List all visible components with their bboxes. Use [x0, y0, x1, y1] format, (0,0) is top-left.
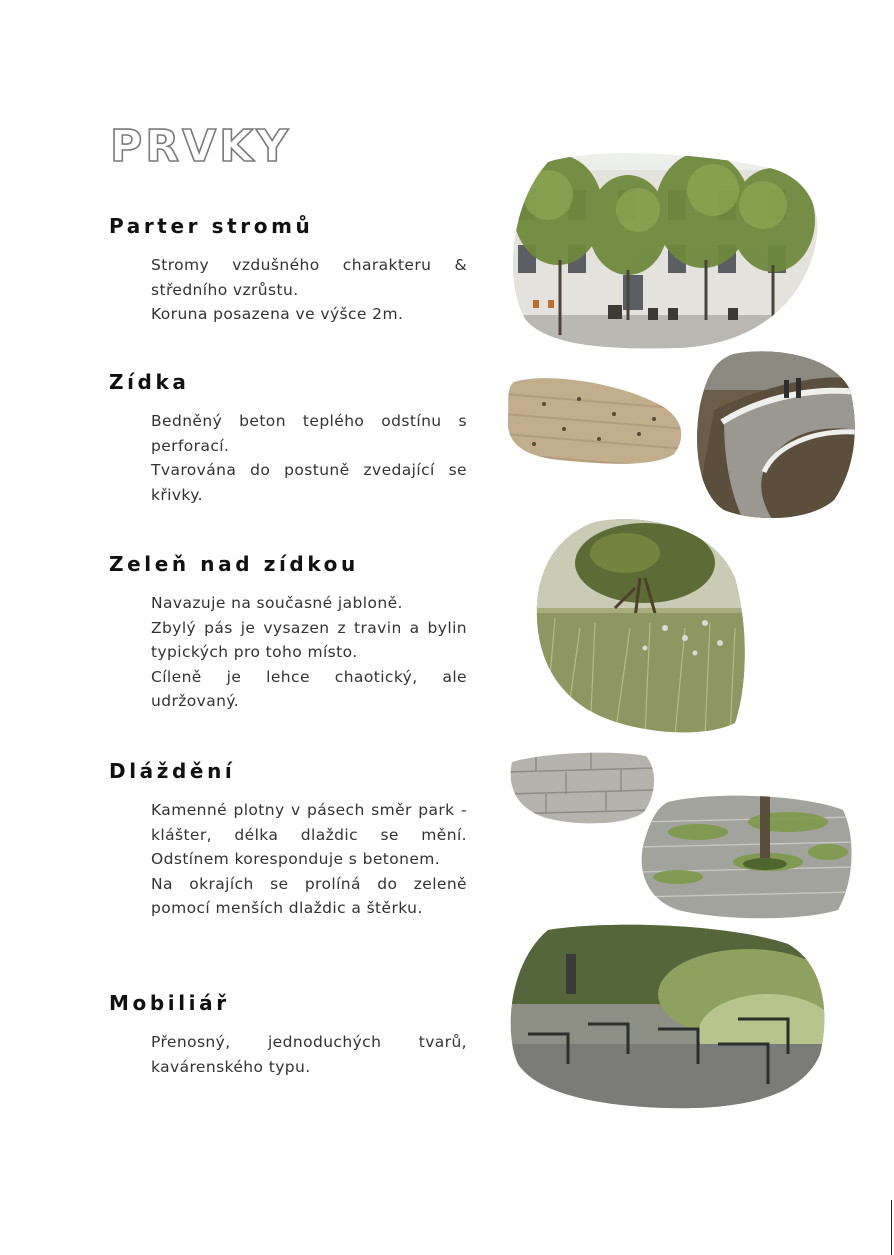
section-body [151, 798, 467, 921]
photo-paving-grass [638, 792, 854, 920]
photo-cafe-furniture [508, 924, 828, 1110]
photo-curved-wall [694, 350, 856, 522]
section-mobiliar [109, 990, 469, 1079]
section-body [151, 409, 467, 507]
paragraph: Navazuje na současné jabloně. [151, 594, 403, 612]
section-zelen-nad-zidkou [109, 551, 469, 714]
paragraph: Tvarována do postuně zvedající se křivky. [151, 461, 467, 504]
paragraph: Stromy vzdušného charakteru & středního vzrůstu. [151, 256, 467, 299]
photo-meadow [535, 518, 747, 736]
paragraph: Kamenné plotny v pásech směr park - klášter, délka dlaždic se mění. Odstínem koresponduje s betonem. [151, 801, 467, 869]
section-body [151, 253, 467, 327]
page-title: PRVKY [110, 121, 292, 172]
page-edge-line [891, 1200, 892, 1255]
section-heading: Zeleň nad zídkou [109, 552, 359, 576]
section-parter-stromu [109, 213, 469, 327]
paragraph: Cíleně je lehce chaotický, ale udržovaný. [151, 667, 467, 711]
section-heading: Parter stromů [109, 214, 314, 238]
section-body [151, 1030, 467, 1079]
paragraph: Bedněný beton teplého odstínu s perforací. [151, 412, 467, 455]
photo-street-trees [508, 150, 824, 350]
section-body [151, 591, 467, 714]
section-zidka [109, 369, 469, 507]
section-heading: Mobiliář [109, 991, 230, 1015]
section-heading: Zídka [109, 370, 190, 394]
paragraph: Koruna posazena ve výšce 2m. [151, 305, 404, 324]
paragraph: Přenosný, jednoduchých tvarů, kavárenského typu. [151, 1033, 467, 1076]
photo-stone-slabs [506, 750, 656, 826]
section-heading: Dláždění [109, 759, 236, 783]
paragraph: Zbylý pás je vysazen z travin a bylin typických pro toho místo. [151, 618, 467, 662]
section-dlazdeni [109, 758, 469, 921]
paragraph: Na okrajích se prolíná do zeleně pomocí menších dlaždic a štěrku. [151, 874, 467, 918]
photo-concrete-texture [504, 374, 686, 466]
